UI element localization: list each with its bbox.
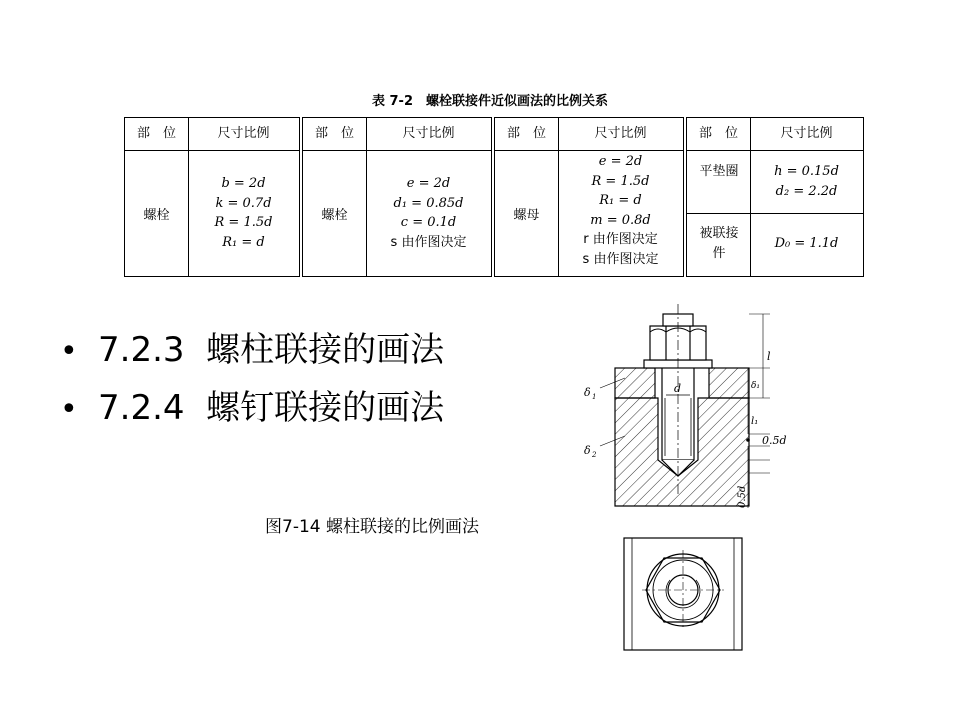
formula-line: m = 0.8d [590,212,651,228]
header-part: 部 位 [698,126,738,141]
section-number: 7.2.4 [98,388,185,428]
ratio-table-nut [494,117,684,277]
table-title: 表 7-2 螺栓联接件近似画法的比例关系 [371,94,608,109]
ratio-formulas [750,234,863,254]
formula-line: R₁ = d [599,193,642,208]
label-l: l [767,350,771,363]
ratio-formulas [750,162,863,201]
header-part: 部 位 [314,126,354,141]
row-divider [687,213,863,214]
ratio-formulas [558,152,683,269]
formula-line: R = 1.5d [591,173,650,189]
ratio-table-stud [302,117,492,277]
stud-connection-top-view [622,536,792,654]
formula-line: r 由作图决定 [583,232,658,247]
header-ratio: 尺寸比例 [594,126,647,141]
formula-line: s 由作图决定 [582,251,659,267]
label-delta2-sub: 2 [592,451,597,459]
label-l-delta1: δ₁ [751,381,761,391]
upper-plate [709,368,749,398]
header-part: 部 位 [136,126,176,141]
bullet-list [60,325,444,441]
ratio-formulas [188,174,299,252]
figure-caption: 图7-14 螺柱联接的比例画法 [265,517,479,537]
part-name: 被联接件 [699,226,739,261]
ratio-table-bolt [124,117,300,277]
formula-line: d₁ = 0.85d [393,195,464,211]
formula-line: e = 2d [406,176,451,191]
label-delta1: δ [584,386,591,399]
header-part: 部 位 [506,126,546,141]
formula-line: R = 1.5d [214,215,273,230]
label-delta1-sub: 1 [592,393,597,401]
bullet-marker: • [60,392,78,427]
formula-line: s 由作图决定 [390,234,467,250]
part-name: 螺栓 [321,208,348,223]
label-half-d-vertical: 0.5d [737,485,748,508]
part-name: 螺母 [513,208,540,223]
header-ratio: 尺寸比例 [780,126,833,141]
stud-connection-section-view [570,298,800,518]
header-ratio: 尺寸比例 [217,126,270,141]
label-half-d: 0.5d [762,434,787,447]
label-d: d [674,382,682,395]
formula-line: c = 0.1d [400,215,457,230]
ratio-formulas [366,174,491,252]
formula-line: k = 0.7d [215,195,272,211]
ratio-table-washer [686,117,864,277]
section-title: 螺柱联接的画法 [206,330,445,370]
section-title: 螺钉联接的画法 [206,388,445,428]
upper-plate [615,368,655,398]
bullet-item [60,383,444,441]
part-name: 螺栓 [143,208,170,223]
section-number: 7.2.3 [98,330,185,370]
header-ratio: 尺寸比例 [402,126,455,141]
label-delta2: δ [584,444,591,457]
formula-line: e = 2d [598,154,643,169]
formula-line: d₂ = 2.2d [775,183,838,199]
formula-line: b = 2d [221,176,266,191]
formula-line: h = 0.15d [774,164,839,179]
bullet-item [60,325,444,383]
label-l1: l₁ [751,416,759,427]
bullet-marker: • [60,334,78,369]
formula-line: D₀ = 1.1d [774,236,839,251]
formula-line: R₁ = d [222,234,265,250]
part-name: 平垫圈 [699,164,739,179]
